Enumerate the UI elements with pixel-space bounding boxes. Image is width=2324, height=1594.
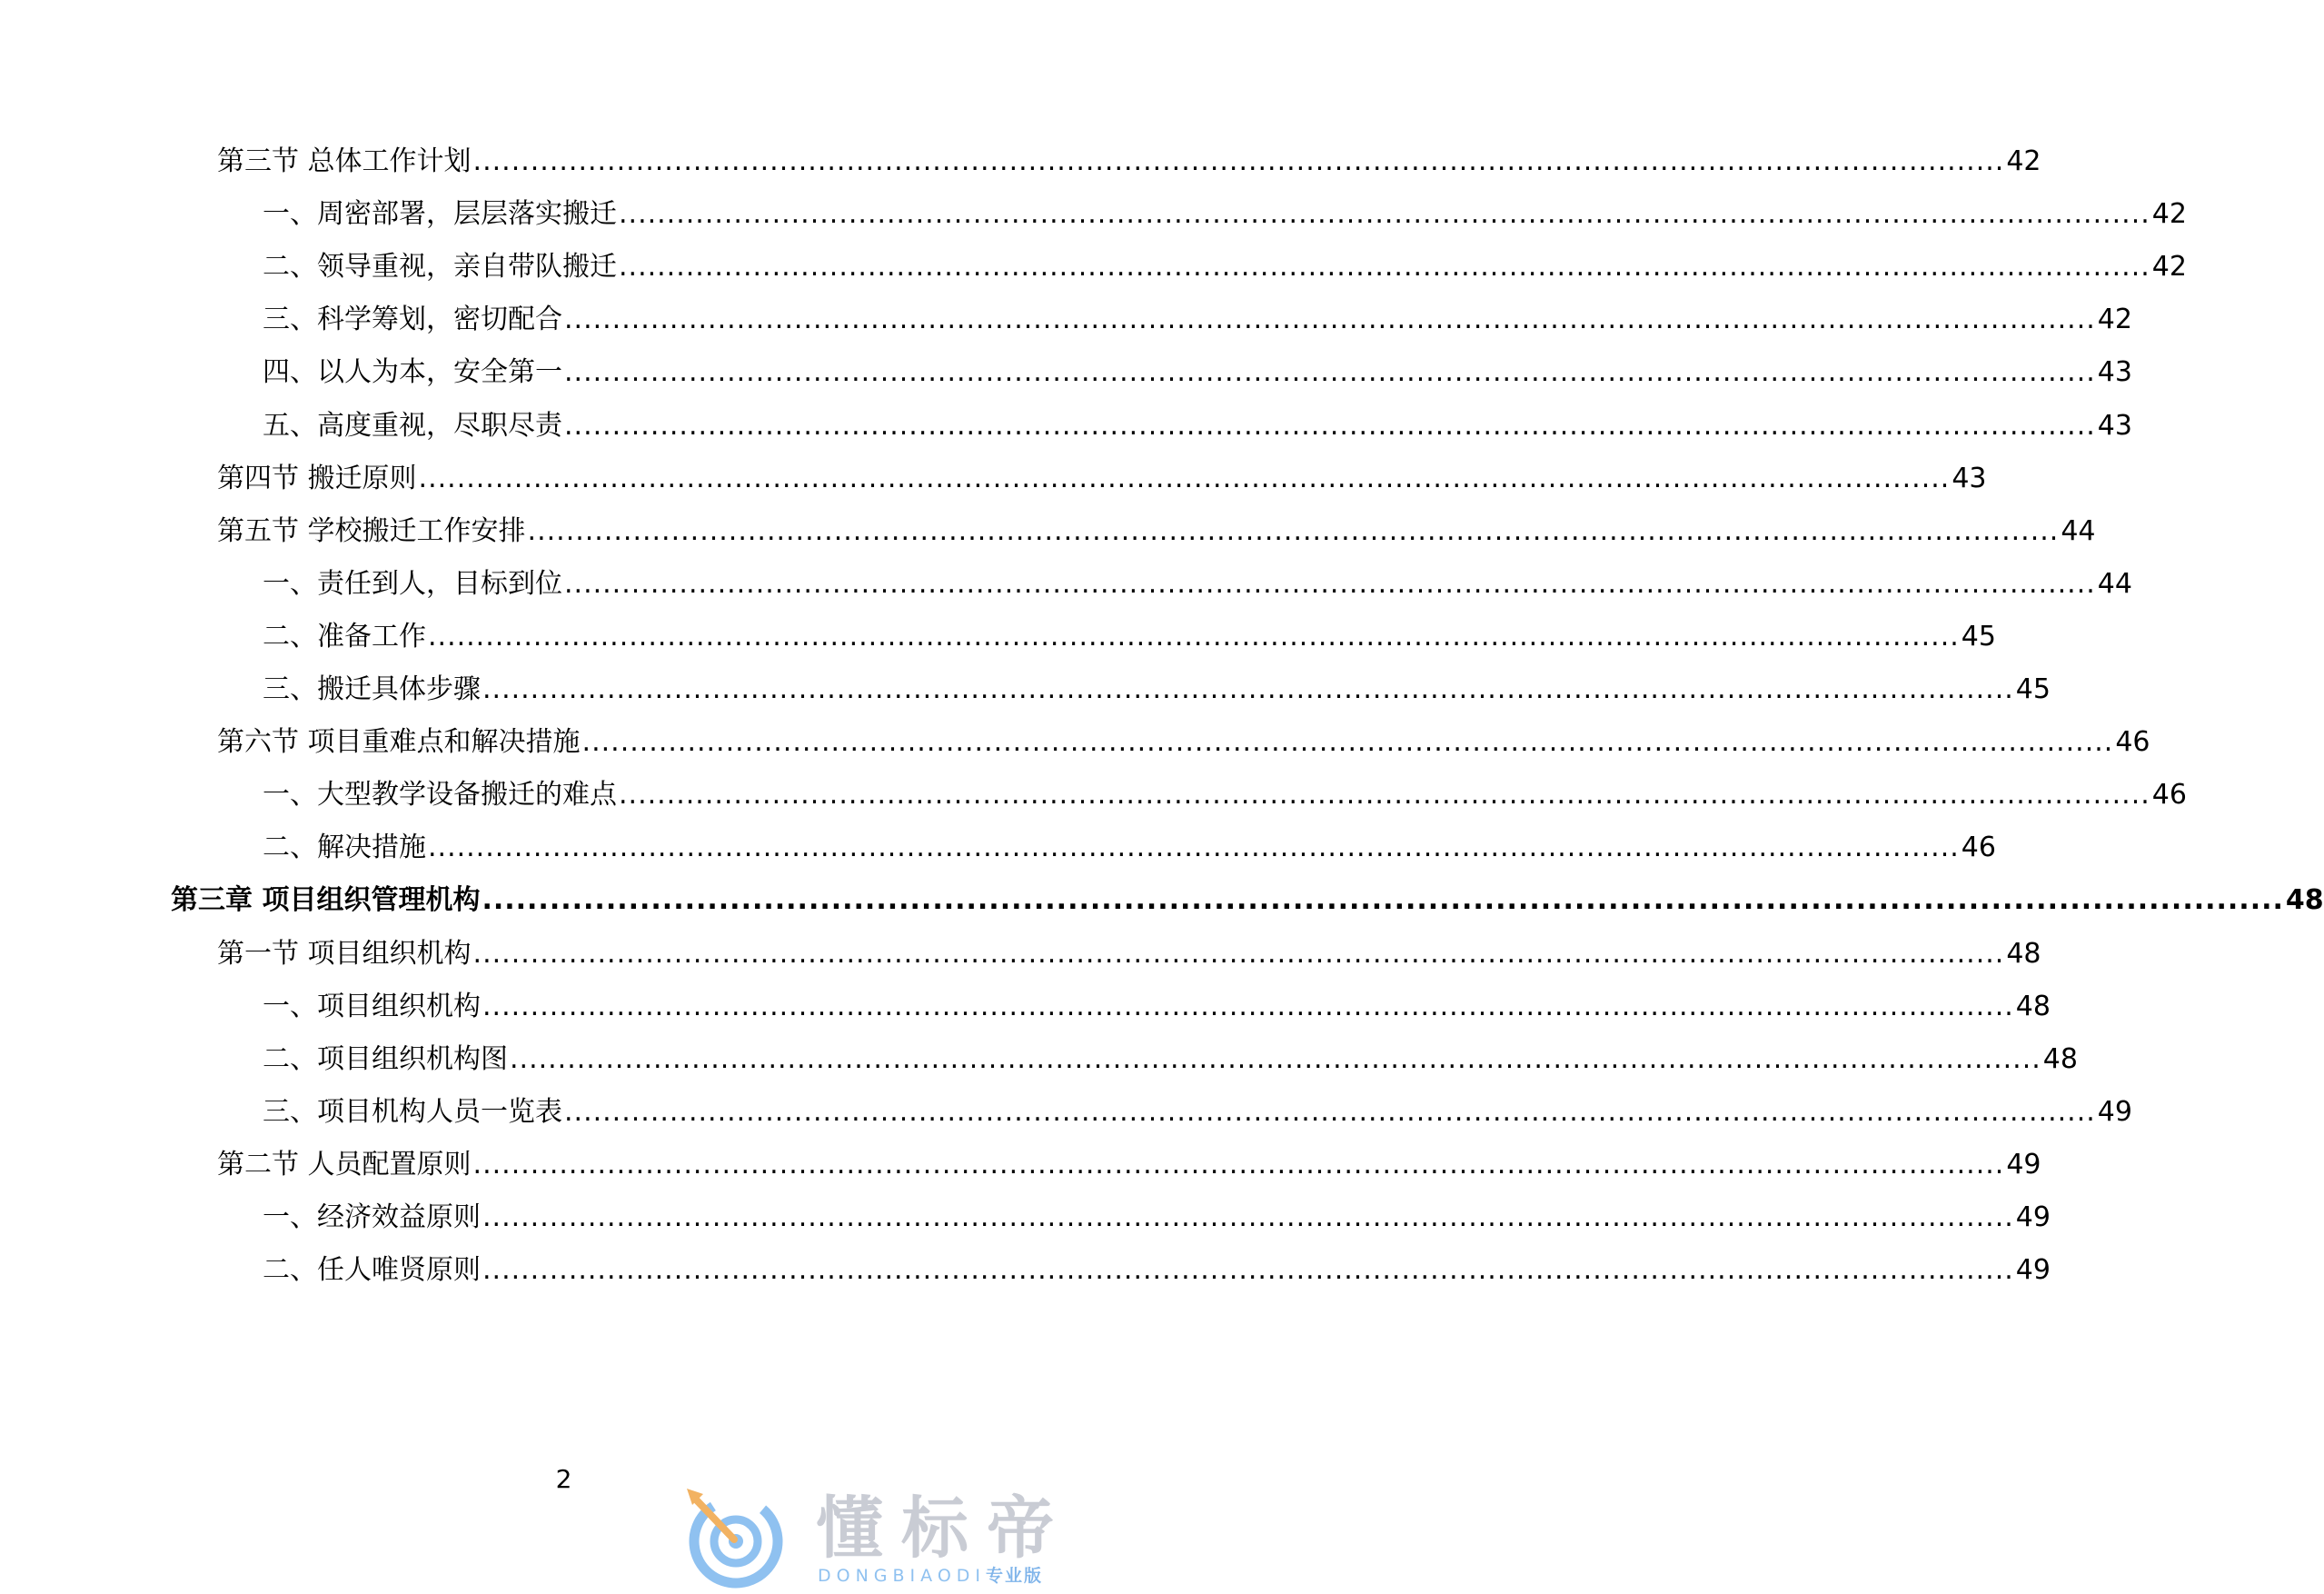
toc-dot-leader: ................................................................................................................................................................ [482,884,2284,916]
toc-entry-title: 二、准备工作 [263,621,426,653]
toc-entry-title: 第六节 项目重难点和解决措施 [217,726,581,758]
watermark [680,1487,1116,1589]
toc-entry[interactable] [263,989,2051,1025]
toc-entry[interactable] [217,936,2041,972]
toc-dot-leader: ................................................................................................................................................................ [428,621,1960,653]
toc-entry[interactable] [217,513,2096,550]
watermark-edition: 专业版 [986,1566,1044,1586]
toc-entry-page: 49 [2097,1096,2132,1128]
toc-entry-title: 二、解决措施 [263,832,426,863]
toc-dot-leader: ................................................................................................................................................................ [472,938,2005,970]
toc-entry-title: 五、高度重视，尽职尽责 [263,410,562,442]
toc-entry-page: 45 [2015,673,2051,705]
toc-entry-title: 一、责任到人，目标到位 [263,568,562,600]
watermark-subtitle-latin: DONGBIAODI [818,1566,987,1586]
toc-entry-page: 43 [2097,356,2132,388]
toc-entry-title: 三、搬迁具体步骤 [263,673,481,705]
toc-dot-leader: ................................................................................................................................................................ [619,251,2150,283]
toc-entry-title: 四、以人为本，安全第一 [263,356,562,388]
toc-entry-page: 48 [2285,884,2324,916]
toc-entry[interactable] [263,1200,2051,1236]
toc-entry-page: 42 [2151,251,2187,283]
toc-dot-leader: ................................................................................................................................................................ [527,515,2060,547]
page-number: 2 [555,1464,572,1494]
toc-dot-leader: ................................................................................................................................................................ [564,410,2096,442]
toc-entry-title: 第五节 学校搬迁工作安排 [217,515,526,547]
toc-entry[interactable] [263,196,2187,233]
toc-dot-leader: ................................................................................................................................................................ [472,1149,2005,1181]
toc-entry-title: 一、大型教学设备搬迁的难点 [263,779,617,811]
toc-entry-title: 二、领导重视，亲自带队搬迁 [263,251,617,283]
toc-entry[interactable] [217,724,2150,761]
toc-dot-leader: ................................................................................................................................................................ [482,991,2014,1022]
toc-entry[interactable] [263,777,2187,813]
toc-entry-page: 44 [2097,568,2132,600]
toc-entry[interactable] [263,1094,2132,1131]
toc-entry-title: 三、科学筹划，密切配合 [263,304,562,335]
toc-entry-page: 48 [2042,1043,2078,1075]
toc-entry[interactable] [217,1147,2041,1183]
toc-entry-page: 48 [2006,938,2041,970]
toc-entry-page: 44 [2061,515,2096,547]
toc-dot-leader: ................................................................................................................................................................ [619,779,2150,811]
toc-entry-page: 49 [2015,1201,2051,1233]
toc-entry[interactable] [263,672,2051,708]
toc-dot-leader: ................................................................................................................................................................ [482,1254,2014,1286]
toc-entry-title: 二、项目组织机构图 [263,1043,508,1075]
toc-entry[interactable] [217,461,1987,497]
toc-entry-page: 42 [2097,304,2132,335]
toc-entry-title: 一、周密部署，层层落实搬迁 [263,198,617,230]
toc-dot-leader: ................................................................................................................................................................ [564,1096,2096,1128]
toc-entry-title: 第一节 项目组织机构 [217,938,472,970]
toc-entry[interactable] [263,566,2132,603]
toc-entry-title: 一、经济效益原则 [263,1201,481,1233]
toc-entry-page: 46 [1961,832,1996,863]
toc-entry-page: 49 [2006,1149,2041,1181]
watermark-brand: 懂标帝 [816,1489,1072,1568]
toc-dot-leader: ................................................................................................................................................................ [564,304,2096,335]
toc-dot-leader: ................................................................................................................................................................ [472,145,2005,177]
toc-dot-leader: ................................................................................................................................................................ [619,198,2150,230]
toc-entry[interactable] [263,354,2132,391]
toc-entry[interactable] [263,830,1996,866]
toc-entry[interactable] [263,302,2132,338]
toc-entry-title: 第三节 总体工作计划 [217,145,472,177]
toc-dot-leader: ................................................................................................................................................................ [418,463,1951,494]
target-logo-icon [680,1487,792,1589]
toc-entry-page: 42 [2006,145,2041,177]
toc-entry[interactable] [171,882,2324,919]
toc-entry[interactable] [263,1041,2078,1078]
toc-entry-page: 46 [2151,779,2187,811]
toc-entry[interactable] [217,144,2041,180]
toc-entry-title: 三、项目机构人员一览表 [263,1096,562,1128]
toc-entry-title: 第二节 人员配置原则 [217,1149,472,1181]
toc-entry[interactable] [263,249,2187,285]
toc-entry-title: 第四节 搬迁原则 [217,463,417,494]
toc-entry-page: 42 [2151,198,2187,230]
toc-entry-page: 43 [1952,463,1987,494]
toc-dot-leader: ................................................................................................................................................................ [482,673,2014,705]
toc-dot-leader: ................................................................................................................................................................ [428,832,1960,863]
toc-dot-leader: ................................................................................................................................................................ [581,726,2114,758]
toc-entry-page: 49 [2015,1254,2051,1286]
watermark-subtitle [818,1565,1043,1587]
toc-dot-leader: ................................................................................................................................................................ [482,1201,2014,1233]
toc-entry-page: 43 [2097,410,2132,442]
toc-entry-title: 第三章 项目组织管理机构 [171,884,481,916]
toc-dot-leader: ................................................................................................................................................................ [510,1043,2041,1075]
toc-dot-leader: ................................................................................................................................................................ [564,568,2096,600]
toc-entry-title: 一、项目组织机构 [263,991,481,1022]
toc-entry[interactable] [263,619,1996,655]
toc-dot-leader: ................................................................................................................................................................ [564,356,2096,388]
toc-entry-page: 45 [1961,621,1996,653]
toc-entry-page: 46 [2115,726,2150,758]
toc-entry[interactable] [263,1252,2051,1289]
toc-entry-title: 二、任人唯贤原则 [263,1254,481,1286]
toc-entry-page: 48 [2015,991,2051,1022]
toc-entry[interactable] [263,408,2132,444]
